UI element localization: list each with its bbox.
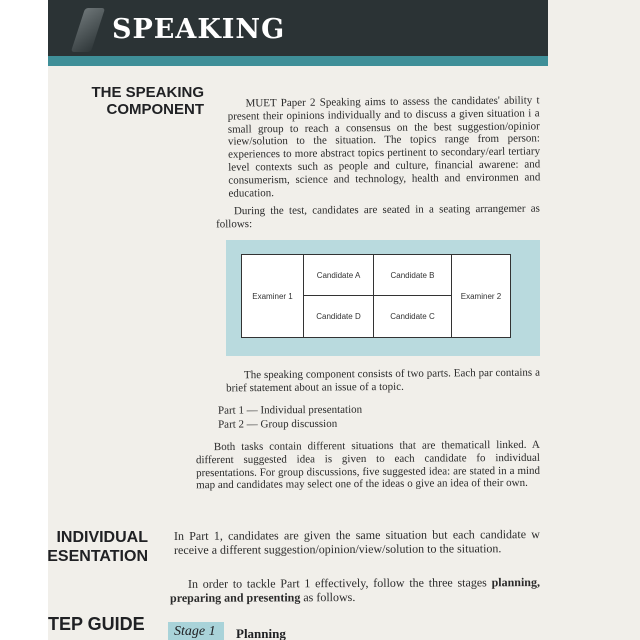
- examiner-1-label: Examiner 1: [252, 291, 293, 301]
- heading-line-2: ESENTATION: [47, 548, 148, 565]
- part-1-paragraph: [174, 527, 540, 557]
- candidate-b-seat: [374, 255, 452, 296]
- stages-paragraph: [170, 575, 540, 605]
- component-parts-text: The speaking component consists of two parts. Each par contains a brief statement about an issue of a topic.: [226, 366, 540, 395]
- stages-text: In order to tackle Part 1 effectively, follow the three stages: [187, 575, 487, 591]
- stages-bold-1: planning, preparing: [170, 575, 540, 605]
- chapter-title: SPEAKING: [112, 14, 286, 45]
- examiner-2-label: Examiner 2: [460, 291, 502, 301]
- seating-intro-paragraph: [216, 203, 540, 231]
- examiner-1-seat: [242, 255, 304, 337]
- seating-intro-text: During the test, candidates are seated in a seating arrangemer as follows:: [216, 202, 540, 231]
- stage-label: Stage 1: [174, 624, 216, 639]
- stages-bold-2: presenting: [246, 590, 301, 605]
- candidate-a-label: Candidate A: [316, 270, 361, 280]
- examiner-2-seat: [452, 255, 510, 337]
- section-heading-individual-presentation: [46, 528, 148, 566]
- candidate-c-label: Candidate C: [390, 312, 435, 321]
- part-1-item: Part 1 — Individual presentation: [217, 403, 363, 417]
- stages-post: as follows.: [300, 589, 356, 605]
- section-heading-step-guide: TEP GUIDE: [48, 614, 145, 634]
- intro-text: MUET Paper 2 Speaking aims to assess the candidates' ability t present their opinions individually and to discuss a given situation i a small group to reach a consensus on the best suggestion/opinior view/solution to the situation. The topics range from person: experiences to more abstract topics pertinent to secondary/earl tertiary level contexts such as people and culture, financial awarene: and consumerism, science and technology, health and environmen and education.: [227, 94, 541, 200]
- section-heading-speaking-component: THE SPEAKING COMPONENT: [91, 84, 204, 118]
- intro-paragraph: [227, 94, 540, 200]
- candidate-d-label: Candidate D: [316, 312, 361, 321]
- candidate-a-seat: [304, 255, 374, 296]
- photo-background: [0, 0, 48, 640]
- heading-line-1: INDIVIDUAL: [56, 529, 148, 546]
- part-2-item: Part 2 — Group discussion: [218, 417, 338, 431]
- seating-arrangement-diagram: [241, 254, 511, 338]
- banner-accent-stripe: [48, 56, 548, 66]
- candidate-b-label: Candidate B: [390, 270, 435, 280]
- part-1-text: In Part 1, candidates are given the same situation but each candidate w receive a different suggestion/opinion/view/solution to the situation.: [173, 527, 540, 557]
- tasks-paragraph: [196, 439, 540, 493]
- candidate-d-seat: [304, 296, 374, 337]
- candidate-c-seat: [374, 296, 452, 337]
- parts-list: [218, 403, 418, 431]
- tasks-text: Both tasks contain different situations that are thematicall linked. A different suggested idea is given to each candidate fo individual presentations. For group discussions, five suggested idea: are stated in a mind map and candidates may select one of the ideas o give an idea of their own.: [195, 438, 541, 492]
- component-parts-paragraph: [226, 367, 540, 395]
- stage-title: Planning: [236, 626, 286, 640]
- stages-and: and: [221, 590, 247, 605]
